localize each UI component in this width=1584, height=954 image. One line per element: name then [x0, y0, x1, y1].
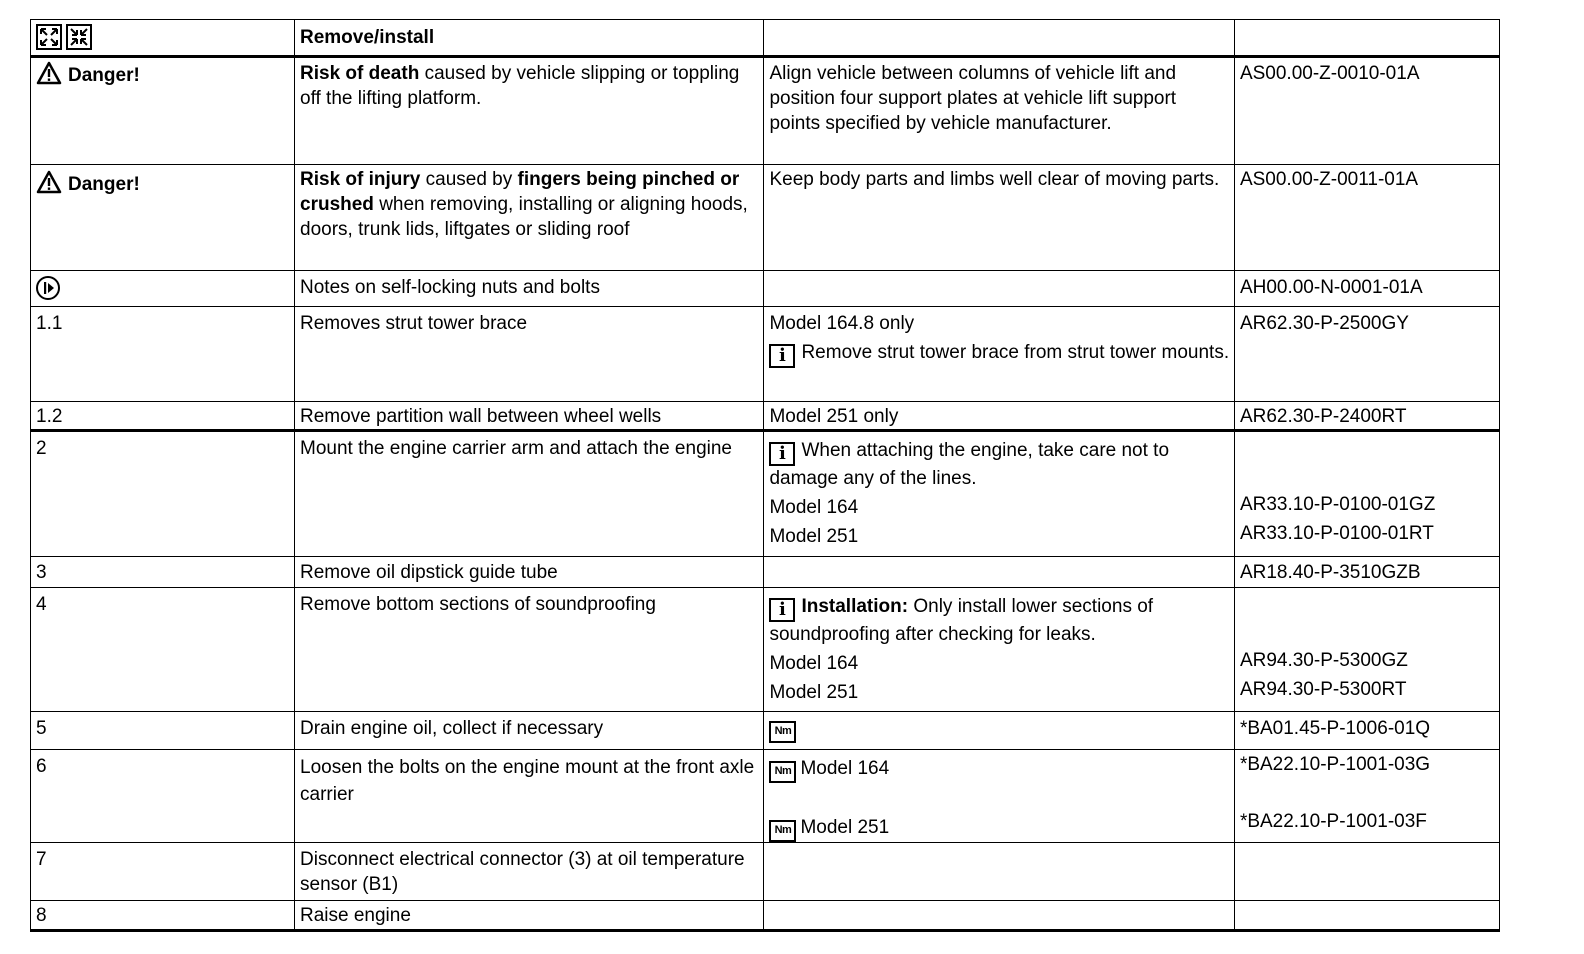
- reference-cell: [1234, 431, 1499, 557]
- header-icons-cell: [31, 20, 295, 57]
- step-number: 5: [31, 712, 295, 750]
- info-icon: i: [769, 598, 795, 622]
- model-text: Model 251: [800, 817, 890, 838]
- model-text: Model 251: [769, 526, 859, 547]
- table-row: [31, 901, 1500, 931]
- reference-link[interactable]: *BA22.10-P-1001-03G: [1239, 754, 1431, 775]
- info-icon: i: [769, 344, 795, 368]
- model-text: Model 164: [800, 758, 890, 779]
- table-row: [31, 557, 1500, 588]
- note-text: Align vehicle between columns of vehicle lift and position four support plates at vehicle lift support points specified by vehicle manufacturer.: [764, 57, 1234, 165]
- table-row: [31, 165, 1500, 271]
- step-number: 2: [31, 431, 295, 557]
- reference-link[interactable]: AR62.30-P-2400RT: [1234, 402, 1499, 431]
- model-text: Model 251: [769, 682, 859, 703]
- empty-cell: [1234, 843, 1499, 901]
- torque-cell: [764, 712, 1234, 750]
- empty-cell: [764, 901, 1234, 931]
- description-text: caused by vehicle slipping or toppling off the lifting platform.: [300, 63, 740, 109]
- description-cell: [295, 165, 764, 271]
- warning-triangle-icon: [36, 61, 62, 85]
- note-icon: [36, 276, 60, 300]
- torque-nm-icon[interactable]: Nm: [769, 820, 796, 842]
- table-row: [31, 843, 1500, 901]
- reference-link[interactable]: *BA01.45-P-1006-01Q: [1234, 712, 1499, 750]
- description-text: caused by: [420, 169, 518, 190]
- danger-label-cell: [31, 57, 295, 165]
- reference-link[interactable]: AH00.00-N-0001-01A: [1234, 271, 1499, 307]
- info-icon: i: [769, 442, 795, 466]
- reference-link[interactable]: AR94.30-P-5300RT: [1239, 679, 1407, 700]
- description-text: Loosen the bolts on the engine mount at the front axle carrier: [295, 750, 764, 843]
- header-empty-cell: [764, 20, 1234, 57]
- reference-link[interactable]: AR18.40-P-3510GZB: [1234, 557, 1499, 588]
- model-text: Model 164: [769, 653, 859, 674]
- model-text: Model 164.8 only: [769, 313, 915, 334]
- expand-icon[interactable]: [36, 24, 62, 50]
- description-text: Drain engine oil, collect if necessary: [295, 712, 764, 750]
- reference-link[interactable]: *BA22.10-P-1001-03F: [1239, 811, 1427, 832]
- warning-triangle-icon: [36, 170, 62, 194]
- reference-link[interactable]: AR62.30-P-2500GY: [1234, 307, 1499, 402]
- note-cell: [764, 431, 1234, 557]
- table-row: [31, 588, 1500, 712]
- reference-cell: [1234, 588, 1499, 712]
- description-text: Disconnect electrical connector (3) at oil temperature sensor (B1): [295, 843, 764, 901]
- table-row: [31, 750, 1500, 843]
- step-number: 7: [31, 843, 295, 901]
- model-text: Model 251 only: [764, 402, 1234, 431]
- reference-link[interactable]: AR94.30-P-5300GZ: [1239, 650, 1408, 671]
- table-row: [31, 307, 1500, 402]
- risk-text: Risk of death: [300, 63, 420, 84]
- empty-cell: [764, 271, 1234, 307]
- note-cell: [764, 588, 1234, 712]
- reference-cell: [1234, 750, 1499, 843]
- step-number: 6: [31, 750, 295, 843]
- torque-cell: [764, 750, 1234, 843]
- table-row: [31, 271, 1500, 307]
- step-number: 8: [31, 901, 295, 931]
- torque-nm-icon[interactable]: Nm: [769, 721, 796, 743]
- table-row: [31, 431, 1500, 557]
- procedure-table: [30, 19, 1500, 932]
- risk-text: Risk of injury: [300, 169, 421, 190]
- model-text: Model 164: [769, 497, 859, 518]
- danger-label: Danger!: [68, 65, 140, 86]
- table-row: [31, 712, 1500, 750]
- page-title: Remove/install: [295, 20, 764, 57]
- note-icon-cell: [31, 271, 295, 307]
- description-text: Removes strut tower brace: [295, 307, 764, 402]
- note-text: Keep body parts and limbs well clear of moving parts.: [764, 165, 1234, 271]
- step-number: 1.1: [31, 307, 295, 402]
- description-text: Mount the engine carrier arm and attach the engine: [295, 431, 764, 557]
- info-note-text: Only install lower sections of soundproofing after checking for leaks.: [769, 596, 1154, 645]
- table-row: [31, 402, 1500, 431]
- installation-label: Installation:: [801, 596, 909, 617]
- description-text: Notes on self-locking nuts and bolts: [295, 271, 764, 307]
- description-text: Remove bottom sections of soundproofing: [295, 588, 764, 712]
- step-number: 4: [31, 588, 295, 712]
- header-row: [31, 20, 1500, 57]
- danger-label-cell: [31, 165, 295, 271]
- header-empty-cell: [1234, 20, 1499, 57]
- description-text: Remove oil dipstick guide tube: [295, 557, 764, 588]
- note-cell: [764, 307, 1234, 402]
- empty-cell: [764, 557, 1234, 588]
- reference-link[interactable]: AS00.00-Z-0011-01A: [1234, 165, 1499, 271]
- torque-nm-icon[interactable]: Nm: [769, 761, 796, 783]
- description-text: Raise engine: [295, 901, 764, 931]
- risk-text: fingers being pinched or crushed: [300, 169, 740, 215]
- info-note-text: Remove strut tower brace from strut tower mounts.: [801, 342, 1230, 363]
- reference-link[interactable]: AS00.00-Z-0010-01A: [1234, 57, 1499, 165]
- danger-label: Danger!: [68, 174, 140, 195]
- info-note-text: When attaching the engine, take care not to damage any of the lines.: [769, 440, 1170, 489]
- description-cell: [295, 57, 764, 165]
- step-number: 3: [31, 557, 295, 588]
- empty-cell: [1234, 901, 1499, 931]
- reference-link[interactable]: AR33.10-P-0100-01RT: [1239, 523, 1434, 544]
- collapse-icon[interactable]: [66, 24, 92, 50]
- reference-link[interactable]: AR33.10-P-0100-01GZ: [1239, 494, 1436, 515]
- step-number: 1.2: [31, 402, 295, 431]
- empty-cell: [764, 843, 1234, 901]
- table-row: [31, 57, 1500, 165]
- description-text: when removing, installing or aligning hoods, doors, trunk lids, liftgates or sliding roof: [300, 194, 748, 240]
- description-text: Remove partition wall between wheel wells: [295, 402, 764, 431]
